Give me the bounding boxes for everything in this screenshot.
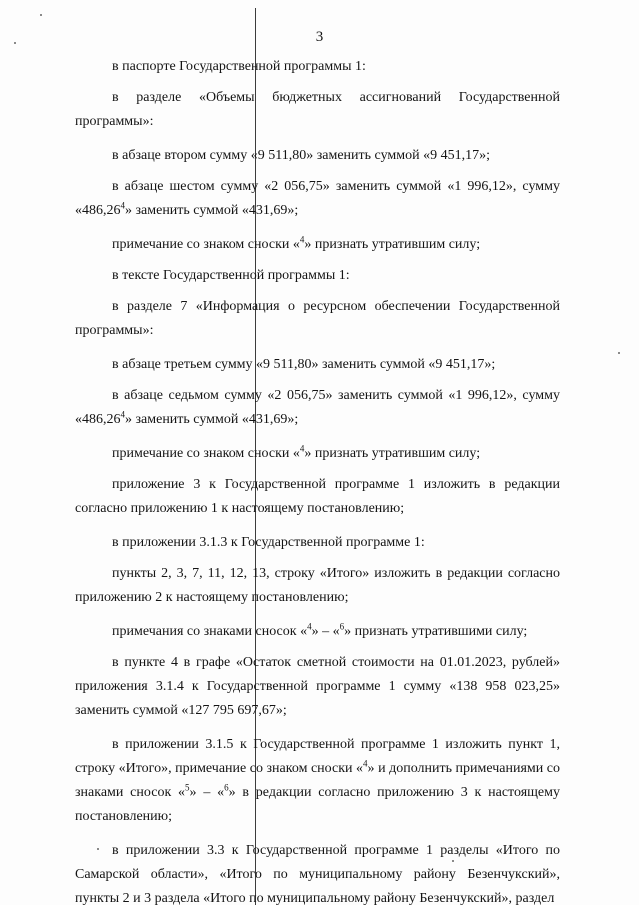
paragraph: в разделе «Объемы бюджетных ассигнований Государственной программы»: — [75, 90, 560, 129]
footnote-mark: 4 — [307, 621, 312, 632]
paragraph: приложение 3 к Государственной программе 1 изложить в редакции согласно приложению 1 к настоящему постановлению; — [75, 477, 560, 516]
scan-speck — [40, 14, 42, 16]
footnote-mark: 6 — [339, 621, 345, 632]
paragraph: в абзаце втором сумму «9 511,80» заменить суммой «9 451,17»; — [112, 148, 490, 163]
paragraph: в приложении 3.1.5 к Государственной программе 1 изложить пункт 1, строку «Итого», примечание со знаком сноски «$^4$» и дополнить примечаниями со знаками сносок «$^5$» – «$^6$» в редакции согласно приложению 3 к настоящему постановлению; — [75, 737, 560, 824]
document-body — [75, 55, 560, 911]
paragraph: в абзаце седьмом сумму «2 056,75» заменить суммой «1 996,12», сумму «486,26$^4$» заменить суммой «431,69»; — [75, 388, 560, 427]
footnote-mark: 5 — [185, 782, 190, 793]
paragraph: в абзаце шестом сумму «2 056,75» заменить суммой «1 996,12», сумму «486,26$^4$» заменить суммой «431,69»; — [75, 179, 560, 218]
paragraph: примечание со знаком сноски «$^4$» признать утратившим силу; — [112, 234, 481, 252]
paragraph: в разделе 7 «Информация о ресурсном обеспечении Государственной программы»: — [75, 299, 560, 338]
footnote-mark: 4 — [299, 443, 305, 454]
paragraph: в приложении 3.3 к Государственной программе 1 разделы «Итого по Самарской области», «Итого по муниципальному району Безенчукский», пункты 2 и 3 раздела «Итого по муниципальному району Безенчукский», раздел — [75, 843, 560, 906]
paragraph: пункты 2, 3, 7, 11, 12, 13, строку «Итого» изложить в редакции согласно приложению 2 к настоящему постановлению; — [75, 566, 560, 605]
scan-speck — [618, 352, 620, 354]
footnote-mark: 6 — [224, 782, 229, 793]
paragraph: примечания со знаками сносок «$^4$» – «$^6$» признать утратившими силу; — [112, 621, 528, 639]
paragraph: в пункте 4 в графе «Остаток сметной стоимости на 01.01.2023, рублей» приложения 3.1.4 к Государственной программе 1 сумму «138 958 023,25» заменить суммой «127 795 697,67»; — [75, 655, 560, 718]
footnote-mark: 4 — [120, 409, 125, 420]
paragraph: в абзаце третьем сумму «9 511,80» заменить суммой «9 451,17»; — [112, 357, 496, 372]
footnote-mark: 4 — [120, 200, 125, 211]
page-number: 3 — [315, 29, 324, 45]
scan-speck — [14, 42, 16, 44]
paragraph: примечание со знаком сноски «$^4$» признать утратившим силу; — [112, 443, 481, 461]
paragraph: в паспорте Государственной программы 1: — [112, 59, 366, 74]
paragraph: в тексте Государственной программы 1: — [112, 268, 350, 283]
footnote-mark: 4 — [363, 758, 368, 769]
paragraph: в приложении 3.1.3 к Государственной программе 1: — [112, 535, 425, 550]
footnote-mark: 4 — [299, 234, 305, 245]
